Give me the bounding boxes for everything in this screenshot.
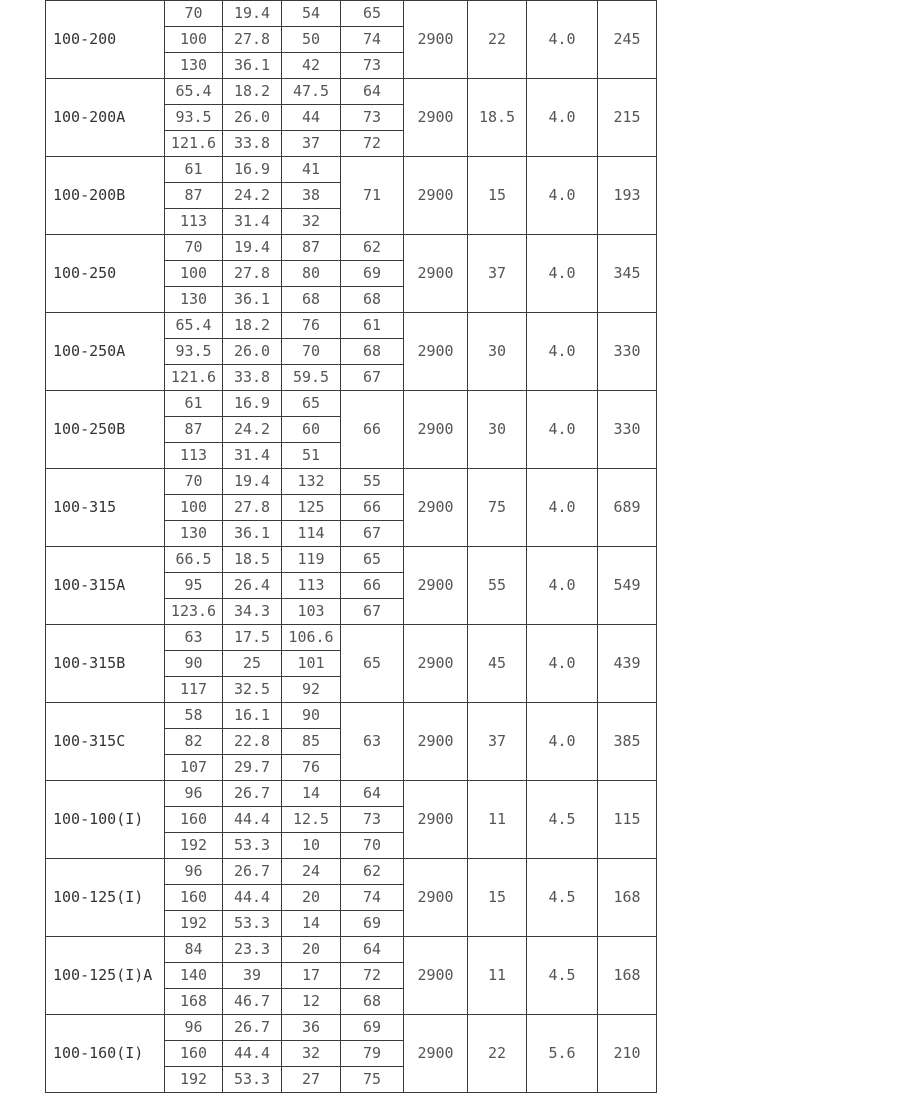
flow-m3h-cell: 107: [165, 755, 223, 781]
weight-cell: 168: [598, 937, 657, 1015]
flow-ls-cell: 39: [223, 963, 282, 989]
head-cell: 27: [282, 1067, 341, 1093]
flow-m3h-cell: 140: [165, 963, 223, 989]
speed-cell: 2900: [404, 703, 468, 781]
head-cell: 47.5: [282, 79, 341, 105]
model-cell: 100-315A: [46, 547, 165, 625]
speed-cell: 2900: [404, 547, 468, 625]
model-cell: 100-100(I): [46, 781, 165, 859]
model-cell: 100-160(I): [46, 1015, 165, 1093]
flow-ls-cell: 19.4: [223, 469, 282, 495]
flow-m3h-cell: 100: [165, 261, 223, 287]
flow-ls-cell: 19.4: [223, 1, 282, 27]
power-cell: 15: [468, 859, 527, 937]
head-cell: 106.6: [282, 625, 341, 651]
model-cell: 100-200B: [46, 157, 165, 235]
flow-m3h-cell: 160: [165, 885, 223, 911]
power-cell: 15: [468, 157, 527, 235]
head-cell: 12: [282, 989, 341, 1015]
flow-ls-cell: 26.7: [223, 859, 282, 885]
efficiency-cell: 62: [341, 859, 404, 885]
power-cell: 11: [468, 781, 527, 859]
flow-m3h-cell: 70: [165, 469, 223, 495]
head-cell: 37: [282, 131, 341, 157]
head-cell: 10: [282, 833, 341, 859]
table-row: [46, 1, 657, 27]
model-cell: 100-315: [46, 469, 165, 547]
flow-ls-cell: 18.5: [223, 547, 282, 573]
flow-ls-cell: 26.7: [223, 1015, 282, 1041]
flow-ls-cell: 18.2: [223, 79, 282, 105]
flow-m3h-cell: 93.5: [165, 339, 223, 365]
table-row: [46, 703, 657, 729]
speed-cell: 2900: [404, 469, 468, 547]
efficiency-cell: 72: [341, 131, 404, 157]
efficiency-cell: 61: [341, 313, 404, 339]
efficiency-cell: 64: [341, 781, 404, 807]
speed-cell: 2900: [404, 937, 468, 1015]
head-cell: 85: [282, 729, 341, 755]
weight-cell: 193: [598, 157, 657, 235]
speed-cell: 2900: [404, 157, 468, 235]
weight-cell: 439: [598, 625, 657, 703]
weight-cell: 210: [598, 1015, 657, 1093]
table-row: [46, 157, 657, 183]
flow-ls-cell: 16.9: [223, 157, 282, 183]
head-cell: 32: [282, 209, 341, 235]
head-cell: 125: [282, 495, 341, 521]
head-cell: 70: [282, 339, 341, 365]
flow-m3h-cell: 130: [165, 53, 223, 79]
efficiency-cell: 62: [341, 235, 404, 261]
flow-ls-cell: 27.8: [223, 261, 282, 287]
head-cell: 119: [282, 547, 341, 573]
model-cell: 100-200A: [46, 79, 165, 157]
head-cell: 80: [282, 261, 341, 287]
npsh-cell: 4.0: [527, 157, 598, 235]
head-cell: 65: [282, 391, 341, 417]
power-cell: 30: [468, 391, 527, 469]
weight-cell: 245: [598, 1, 657, 79]
flow-ls-cell: 44.4: [223, 1041, 282, 1067]
flow-ls-cell: 23.3: [223, 937, 282, 963]
flow-m3h-cell: 192: [165, 833, 223, 859]
power-cell: 75: [468, 469, 527, 547]
flow-m3h-cell: 100: [165, 27, 223, 53]
weight-cell: 330: [598, 313, 657, 391]
flow-m3h-cell: 82: [165, 729, 223, 755]
npsh-cell: 4.0: [527, 625, 598, 703]
flow-ls-cell: 27.8: [223, 27, 282, 53]
head-cell: 17: [282, 963, 341, 989]
flow-m3h-cell: 96: [165, 859, 223, 885]
efficiency-cell: 68: [341, 287, 404, 313]
flow-ls-cell: 26.7: [223, 781, 282, 807]
table-row: [46, 1015, 657, 1041]
power-cell: 22: [468, 1015, 527, 1093]
flow-m3h-cell: 160: [165, 1041, 223, 1067]
table-row: [46, 79, 657, 105]
efficiency-cell: 65: [341, 547, 404, 573]
power-cell: 55: [468, 547, 527, 625]
efficiency-cell: 74: [341, 885, 404, 911]
model-cell: 100-250A: [46, 313, 165, 391]
model-cell: 100-200: [46, 1, 165, 79]
head-cell: 59.5: [282, 365, 341, 391]
efficiency-cell: 65: [341, 1, 404, 27]
power-cell: 45: [468, 625, 527, 703]
flow-ls-cell: 53.3: [223, 1067, 282, 1093]
head-cell: 24: [282, 859, 341, 885]
head-cell: 32: [282, 1041, 341, 1067]
flow-ls-cell: 53.3: [223, 911, 282, 937]
weight-cell: 345: [598, 235, 657, 313]
table-row: [46, 235, 657, 261]
head-cell: 113: [282, 573, 341, 599]
power-cell: 37: [468, 703, 527, 781]
flow-m3h-cell: 66.5: [165, 547, 223, 573]
weight-cell: 549: [598, 547, 657, 625]
flow-m3h-cell: 90: [165, 651, 223, 677]
flow-ls-cell: 33.8: [223, 365, 282, 391]
npsh-cell: 4.5: [527, 859, 598, 937]
model-cell: 100-250: [46, 235, 165, 313]
head-cell: 103: [282, 599, 341, 625]
model-cell: 100-315C: [46, 703, 165, 781]
flow-m3h-cell: 100: [165, 495, 223, 521]
flow-ls-cell: 32.5: [223, 677, 282, 703]
efficiency-cell: 66: [341, 391, 404, 469]
efficiency-cell: 65: [341, 625, 404, 703]
flow-m3h-cell: 117: [165, 677, 223, 703]
table-row: [46, 859, 657, 885]
npsh-cell: 4.5: [527, 781, 598, 859]
table-row: [46, 547, 657, 573]
weight-cell: 115: [598, 781, 657, 859]
head-cell: 20: [282, 937, 341, 963]
weight-cell: 215: [598, 79, 657, 157]
pump-specs-table: [45, 0, 657, 1093]
head-cell: 36: [282, 1015, 341, 1041]
speed-cell: 2900: [404, 313, 468, 391]
efficiency-cell: 73: [341, 807, 404, 833]
head-cell: 60: [282, 417, 341, 443]
npsh-cell: 4.0: [527, 79, 598, 157]
table-row: [46, 625, 657, 651]
flow-m3h-cell: 96: [165, 1015, 223, 1041]
head-cell: 132: [282, 469, 341, 495]
flow-ls-cell: 31.4: [223, 443, 282, 469]
head-cell: 90: [282, 703, 341, 729]
weight-cell: 168: [598, 859, 657, 937]
efficiency-cell: 66: [341, 495, 404, 521]
efficiency-cell: 75: [341, 1067, 404, 1093]
efficiency-cell: 73: [341, 105, 404, 131]
flow-ls-cell: 36.1: [223, 287, 282, 313]
flow-ls-cell: 26.4: [223, 573, 282, 599]
efficiency-cell: 74: [341, 27, 404, 53]
weight-cell: 689: [598, 469, 657, 547]
efficiency-cell: 69: [341, 261, 404, 287]
flow-m3h-cell: 130: [165, 521, 223, 547]
flow-m3h-cell: 130: [165, 287, 223, 313]
power-cell: 11: [468, 937, 527, 1015]
model-cell: 100-125(I): [46, 859, 165, 937]
speed-cell: 2900: [404, 1015, 468, 1093]
head-cell: 14: [282, 911, 341, 937]
head-cell: 92: [282, 677, 341, 703]
efficiency-cell: 55: [341, 469, 404, 495]
head-cell: 54: [282, 1, 341, 27]
head-cell: 42: [282, 53, 341, 79]
flow-ls-cell: 36.1: [223, 521, 282, 547]
table-row: [46, 781, 657, 807]
speed-cell: 2900: [404, 781, 468, 859]
flow-ls-cell: 16.9: [223, 391, 282, 417]
efficiency-cell: 68: [341, 339, 404, 365]
npsh-cell: 4.0: [527, 235, 598, 313]
weight-cell: 330: [598, 391, 657, 469]
efficiency-cell: 66: [341, 573, 404, 599]
efficiency-cell: 67: [341, 599, 404, 625]
head-cell: 76: [282, 313, 341, 339]
efficiency-cell: 69: [341, 1015, 404, 1041]
npsh-cell: 4.0: [527, 1, 598, 79]
table-row: [46, 937, 657, 963]
efficiency-cell: 64: [341, 79, 404, 105]
flow-m3h-cell: 113: [165, 209, 223, 235]
flow-ls-cell: 24.2: [223, 183, 282, 209]
efficiency-cell: 72: [341, 963, 404, 989]
flow-ls-cell: 27.8: [223, 495, 282, 521]
head-cell: 12.5: [282, 807, 341, 833]
speed-cell: 2900: [404, 1, 468, 79]
flow-ls-cell: 36.1: [223, 53, 282, 79]
head-cell: 14: [282, 781, 341, 807]
flow-ls-cell: 53.3: [223, 833, 282, 859]
speed-cell: 2900: [404, 391, 468, 469]
flow-ls-cell: 16.1: [223, 703, 282, 729]
flow-ls-cell: 25: [223, 651, 282, 677]
flow-ls-cell: 29.7: [223, 755, 282, 781]
flow-m3h-cell: 123.6: [165, 599, 223, 625]
table-body: [46, 1, 657, 1093]
flow-ls-cell: 44.4: [223, 885, 282, 911]
head-cell: 87: [282, 235, 341, 261]
npsh-cell: 4.0: [527, 313, 598, 391]
flow-m3h-cell: 70: [165, 1, 223, 27]
head-cell: 38: [282, 183, 341, 209]
flow-ls-cell: 17.5: [223, 625, 282, 651]
npsh-cell: 4.5: [527, 937, 598, 1015]
flow-ls-cell: 18.2: [223, 313, 282, 339]
npsh-cell: 4.0: [527, 391, 598, 469]
flow-m3h-cell: 84: [165, 937, 223, 963]
efficiency-cell: 69: [341, 911, 404, 937]
efficiency-cell: 64: [341, 937, 404, 963]
head-cell: 68: [282, 287, 341, 313]
efficiency-cell: 70: [341, 833, 404, 859]
table-row: [46, 469, 657, 495]
flow-ls-cell: 19.4: [223, 235, 282, 261]
efficiency-cell: 63: [341, 703, 404, 781]
efficiency-cell: 68: [341, 989, 404, 1015]
flow-m3h-cell: 61: [165, 157, 223, 183]
efficiency-cell: 73: [341, 53, 404, 79]
table-row: [46, 391, 657, 417]
efficiency-cell: 67: [341, 521, 404, 547]
weight-cell: 385: [598, 703, 657, 781]
flow-m3h-cell: 121.6: [165, 365, 223, 391]
flow-m3h-cell: 95: [165, 573, 223, 599]
npsh-cell: 4.0: [527, 469, 598, 547]
flow-ls-cell: 33.8: [223, 131, 282, 157]
model-cell: 100-315B: [46, 625, 165, 703]
flow-m3h-cell: 160: [165, 807, 223, 833]
flow-ls-cell: 26.0: [223, 105, 282, 131]
speed-cell: 2900: [404, 859, 468, 937]
flow-m3h-cell: 61: [165, 391, 223, 417]
flow-m3h-cell: 192: [165, 1067, 223, 1093]
flow-ls-cell: 31.4: [223, 209, 282, 235]
npsh-cell: 4.0: [527, 703, 598, 781]
power-cell: 22: [468, 1, 527, 79]
flow-ls-cell: 26.0: [223, 339, 282, 365]
efficiency-cell: 71: [341, 157, 404, 235]
flow-ls-cell: 44.4: [223, 807, 282, 833]
flow-m3h-cell: 58: [165, 703, 223, 729]
model-cell: 100-250B: [46, 391, 165, 469]
head-cell: 51: [282, 443, 341, 469]
flow-ls-cell: 24.2: [223, 417, 282, 443]
model-cell: 100-125(I)A: [46, 937, 165, 1015]
table-row: [46, 313, 657, 339]
flow-m3h-cell: 96: [165, 781, 223, 807]
efficiency-cell: 79: [341, 1041, 404, 1067]
npsh-cell: 4.0: [527, 547, 598, 625]
flow-m3h-cell: 63: [165, 625, 223, 651]
flow-ls-cell: 46.7: [223, 989, 282, 1015]
head-cell: 20: [282, 885, 341, 911]
flow-m3h-cell: 65.4: [165, 79, 223, 105]
flow-m3h-cell: 65.4: [165, 313, 223, 339]
head-cell: 101: [282, 651, 341, 677]
flow-m3h-cell: 121.6: [165, 131, 223, 157]
npsh-cell: 5.6: [527, 1015, 598, 1093]
head-cell: 41: [282, 157, 341, 183]
flow-m3h-cell: 192: [165, 911, 223, 937]
power-cell: 18.5: [468, 79, 527, 157]
head-cell: 44: [282, 105, 341, 131]
efficiency-cell: 67: [341, 365, 404, 391]
flow-m3h-cell: 87: [165, 183, 223, 209]
speed-cell: 2900: [404, 235, 468, 313]
head-cell: 76: [282, 755, 341, 781]
flow-m3h-cell: 168: [165, 989, 223, 1015]
speed-cell: 2900: [404, 79, 468, 157]
power-cell: 30: [468, 313, 527, 391]
flow-ls-cell: 22.8: [223, 729, 282, 755]
head-cell: 50: [282, 27, 341, 53]
flow-m3h-cell: 93.5: [165, 105, 223, 131]
flow-m3h-cell: 70: [165, 235, 223, 261]
head-cell: 114: [282, 521, 341, 547]
flow-ls-cell: 34.3: [223, 599, 282, 625]
speed-cell: 2900: [404, 625, 468, 703]
power-cell: 37: [468, 235, 527, 313]
flow-m3h-cell: 113: [165, 443, 223, 469]
flow-m3h-cell: 87: [165, 417, 223, 443]
